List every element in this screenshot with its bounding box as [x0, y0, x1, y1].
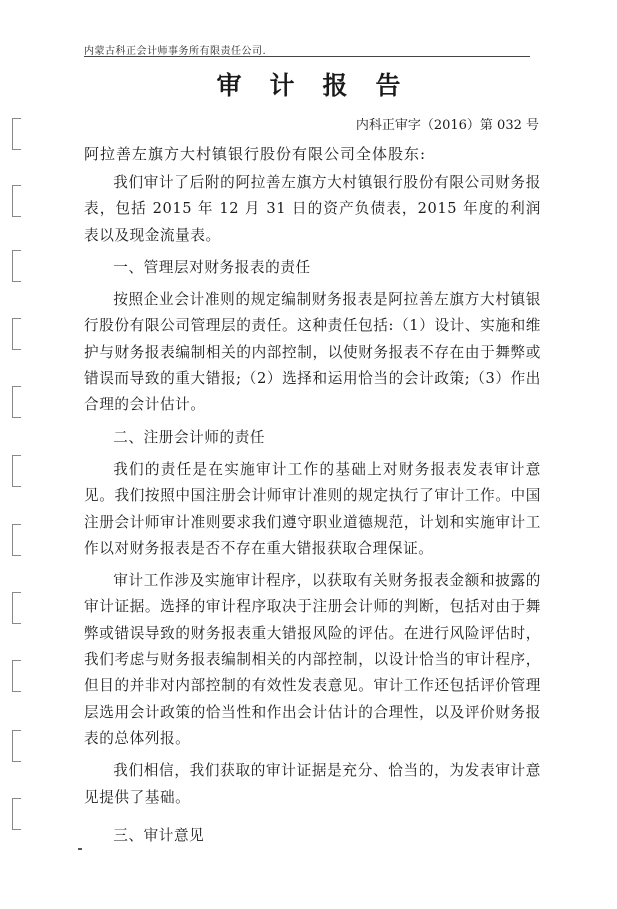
binding-mark	[12, 730, 21, 762]
binding-mark	[12, 185, 21, 217]
report-title: 审计报告	[216, 71, 429, 100]
binding-mark	[12, 660, 21, 692]
binding-mark	[12, 455, 21, 487]
section-heading-auditor: 二、注册会计师的责任	[113, 428, 266, 446]
auditor-responsibility-paragraph-2: 审计工作涉及实施审计程序，以获取有关财务报表金额和披露的审计证据。选择的审计程序取决于注册会计师的判断，包括对由于舞弊或错误导致的财务报表重大错报风险的评估。在进行风险评估时，我们考虑与财务报表编制相关的内部控制，以设计恰当的审计程序，但目的并非对内部控制的有效性发表意见。审计工作还包括评价管理层选用会计政策的恰当性和作出会计估计的合理性，以及评价财务报表的总体列报。	[84, 572, 541, 747]
binding-mark	[12, 524, 21, 556]
section-heading-management: 一、管理层对财务报表的责任	[113, 258, 311, 276]
binding-mark	[12, 386, 21, 418]
binding-mark	[12, 592, 21, 624]
report-body	[84, 170, 541, 855]
intro-paragraph: 我们审计了后附的阿拉善左旗方大村镇银行股份有限公司财务报表，包括 2015 年 12 月 31 日的资产负债表，2015 年度的利润表以及现金流量表。	[84, 174, 541, 244]
binding-marks	[0, 0, 30, 909]
binding-mark	[12, 250, 21, 282]
auditor-responsibility-paragraph-3: 我们相信，我们获取的审计证据是充分、恰当的，为发表审计意见提供了基础。	[84, 762, 541, 806]
firm-name: 内蒙古科正会计师事务所有限责任公司.	[84, 46, 267, 57]
management-responsibility-paragraph: 按照企业会计准则的规定编制财务报表是阿拉善左旗方大村镇银行股份有限公司管理层的责任。这种责任包括:（1）设计、实施和维护与财务报表编制相关的内部控制，以使财务报表不存在由于舞弊或错误而导致的重大错报;（2）选择和运用恰当的会计政策;（3）作出合理的会计估计。	[84, 291, 541, 414]
stray-mark	[78, 848, 82, 850]
auditor-responsibility-paragraph-1: 我们的责任是在实施审计工作的基础上对财务报表发表审计意见。我们按照中国注册会计师审计准则的规定执行了审计工作。中国注册会计师审计准则要求我们遵守职业道德规范，计划和实施审计工作以对财务报表是否不存在重大错报获取合理保证。	[84, 460, 541, 557]
document-number: 内科正审字（2016）第 032 号	[355, 118, 539, 133]
binding-mark	[12, 318, 21, 350]
header-rule	[84, 56, 530, 57]
addressee: 阿拉善左旗方大村镇银行股份有限公司全体股东:	[84, 145, 427, 163]
binding-mark	[12, 118, 21, 150]
binding-mark	[12, 798, 21, 830]
section-heading-opinion: 三、审计意见	[113, 826, 205, 844]
